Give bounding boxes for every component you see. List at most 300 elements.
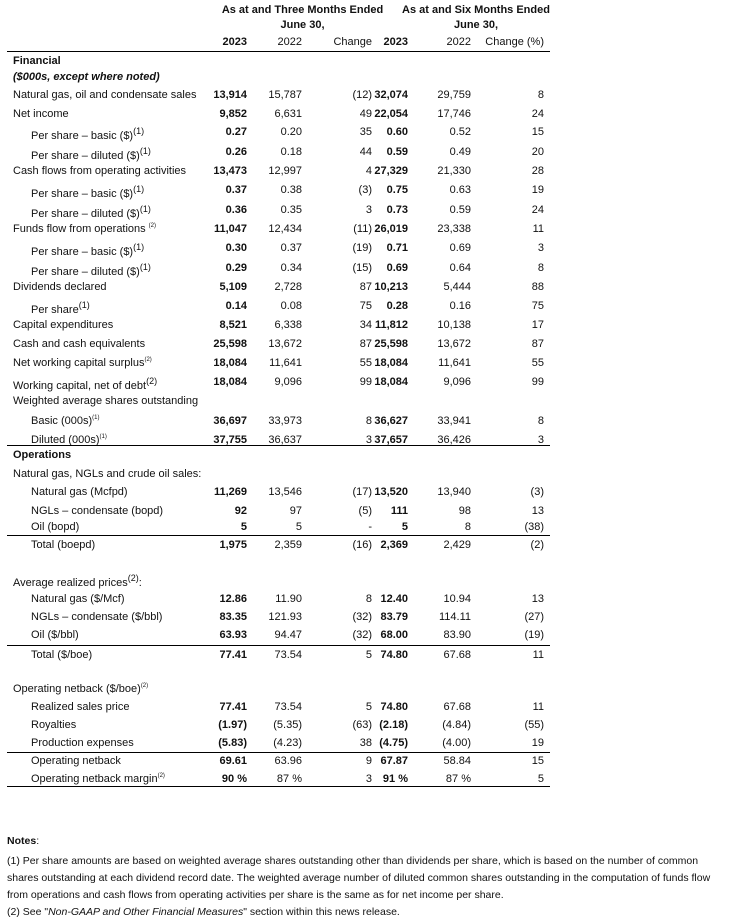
cell-s-2022: 23,338 [437,223,471,235]
cell-s-change: 87 [531,338,544,350]
cell-q-2022: 0.08 [280,300,302,312]
row-label-text: Oil ($/bbl) [31,629,79,641]
cell-s-2022: 21,330 [437,165,471,177]
row-label-text: Per share – basic ($) [31,130,134,142]
row-label [31,539,95,551]
cell-s-change: 24 [531,204,544,216]
cell-q-change: 34 [359,319,372,331]
cell-s-2022: 17,746 [437,108,471,120]
cell-q-2022: (5.35) [273,719,302,731]
cell-q-2023: 18,084 [213,357,247,369]
cell-q-change: (63) [352,719,372,731]
note-2-prefix: (2) See " [7,906,49,918]
notes [7,833,732,921]
cell-q-2022: 15,787 [268,89,302,101]
footnote-ref: (1) [133,184,145,194]
row-label [31,242,144,258]
row-label-text: Capital expenditures [13,319,114,331]
cell-s-2023: 37,657 [374,434,408,446]
cell-s-change: (27) [524,611,544,623]
cell-q-2022: 0.37 [280,242,302,254]
row-label [31,146,151,162]
row-label-text: Net income [13,108,69,120]
cell-s-2023: 18,084 [374,376,408,388]
cell-s-2022: 58.84 [443,755,471,767]
cell-q-2023: 13,473 [213,165,247,177]
row-label-text: Per share [31,304,79,316]
table-row [0,539,737,557]
cell-q-change: (12) [352,89,372,101]
cell-q-change: 5 [365,649,372,661]
table-row [0,357,737,375]
table-row [0,338,737,356]
cell-q-change: 3 [365,773,372,785]
row-label [31,184,144,200]
cell-s-change: 13 [531,505,544,517]
cell-q-2023: (1.97) [218,719,247,731]
cell-q-change: (19) [352,242,372,254]
row-label [13,395,198,407]
table-row [0,486,737,504]
header-three-months-title: As at and Three Months Ended [221,4,384,16]
cell-s-2022: 10.94 [443,593,471,605]
cell-q-2022: 13,672 [268,338,302,350]
cell-q-change: 8 [365,415,372,427]
row-label-text: Royalties [31,719,77,731]
cell-q-change: 5 [365,701,372,713]
cell-s-2022: 0.63 [449,184,471,196]
header-six-months-date: June 30, [453,19,499,31]
netback-title-text: Operating netback ($/boe) [13,683,141,695]
cell-s-2022: 83.90 [443,629,471,641]
cell-q-2023: 11,269 [213,486,247,498]
cell-s-change: 11 [532,223,544,235]
cell-s-2023: 91 % [382,773,408,785]
row-label [31,737,134,749]
row-label-text: Cash flows from operating activities [13,165,187,177]
cell-q-change: 8 [365,593,372,605]
table-row [0,281,737,299]
col-header-s-2022: 2022 [446,36,471,48]
cell-s-2023: 0.69 [386,262,408,274]
row-label [31,521,79,533]
cell-q-2022: 12,997 [268,165,302,177]
cell-q-2023: 63.93 [219,629,247,641]
cell-s-change: 19 [531,184,544,196]
cell-q-2023: 25,598 [213,338,247,350]
footnote-ref: (2) [144,357,152,363]
table-bottom-divider [7,786,550,787]
cell-s-change: 5 [537,773,544,785]
table-row [0,755,737,773]
cell-q-2023: 77.41 [219,701,247,713]
cell-q-2023: 13,914 [213,89,247,101]
section-title [13,573,142,589]
cell-s-2022: 10,138 [437,319,471,331]
cell-q-change: 3 [365,434,372,446]
cell-s-2023: 111 [390,505,408,517]
cell-q-change: (3) [358,184,372,196]
cell-s-change: 11 [532,701,544,713]
footnote-ref: (1) [99,434,107,440]
cell-q-2022: 36,637 [268,434,302,446]
cell-s-2022: 0.49 [449,146,471,158]
cell-q-2022: 0.18 [280,146,302,158]
cell-q-2023: 92 [234,505,247,517]
row-label-text: Natural gas, oil and condensate sales [13,89,197,101]
col-header-s-change: Change (%) [485,36,544,48]
cell-q-2023: 18,084 [213,376,247,388]
footnote-ref: (2) [127,573,139,583]
cell-s-change: (55) [524,719,544,731]
section-sales [0,468,737,486]
cell-q-2022: 11.90 [275,593,302,605]
cell-q-2023: 37,755 [213,434,247,446]
cell-s-change: (19) [524,629,544,641]
cell-s-2022: 0.52 [449,126,471,138]
footnote-ref: (2) [140,683,149,689]
cell-s-2023: 67.87 [380,755,408,767]
cell-q-2022: 63.96 [274,755,302,767]
cell-s-2023: 18,084 [374,357,408,369]
row-label [13,357,152,369]
row-label [31,593,125,605]
table-row [0,521,737,539]
cell-s-2023: 10,213 [374,281,408,293]
section-title: Financial [13,55,61,67]
header-six-months [385,3,567,33]
cell-q-2022: 97 [289,505,302,517]
footnote-ref: (2) [148,223,157,229]
cell-s-2023: 22,054 [374,108,408,120]
cell-s-2023: 13,520 [374,486,408,498]
row-label [31,755,121,767]
cell-s-2023: 2,369 [380,539,408,551]
cell-q-change: 44 [359,146,372,158]
cell-s-change: 88 [531,281,544,293]
table-row [0,300,737,318]
cell-q-2023: 36,697 [213,415,247,427]
row-label [31,262,151,278]
cell-s-2023: 0.73 [386,204,408,216]
cell-q-2023: 0.30 [225,242,247,254]
row-label-text: Per share – diluted ($) [31,208,140,220]
cell-s-change: (3) [530,486,544,498]
footnote-ref: (2) [157,773,165,779]
cell-q-2023: (5.83) [218,737,247,749]
cell-q-2023: 1,975 [219,539,247,551]
row-label [13,281,107,293]
cell-s-2023: 0.28 [386,300,408,312]
cell-s-change: 8 [537,262,544,274]
cell-s-2023: 0.75 [386,184,408,196]
prices-colon: : [138,577,142,589]
cell-q-2022: 33,973 [268,415,302,427]
table-row [0,262,737,280]
cell-q-change: (32) [352,611,372,623]
cell-q-2023: 0.27 [225,126,247,138]
col-header-s-2023: 2023 [383,36,408,48]
cell-q-2023: 0.26 [225,146,247,158]
prices-total-divider [7,645,550,646]
table-row [0,395,737,413]
row-label [13,319,113,331]
row-label-text: NGLs – condensate (bopd) [31,505,164,517]
row-label [31,629,79,641]
row-label-text: Diluted (000s) [31,434,100,446]
table-row [0,319,737,337]
prices-title-text: Average realized prices [13,577,128,589]
row-label [13,338,145,350]
cell-s-2022: 0.59 [449,204,471,216]
section-financial-subtitle [0,71,737,89]
cell-q-2022: 73.54 [274,649,302,661]
row-label-text: Total (boepd) [31,539,96,551]
cell-q-2022: 9,096 [274,376,302,388]
cell-s-change: 99 [531,376,544,388]
row-label-text: Dividends declared [13,281,107,293]
cell-q-change: 87 [359,338,372,350]
cell-q-2022: 0.34 [280,262,302,274]
row-label-text: Oil (bopd) [31,521,80,533]
cell-s-2023: 25,598 [374,338,408,350]
footnote-ref: (1) [139,146,151,156]
row-label [31,719,76,731]
row-label-text: Working capital, net of debt [13,380,147,392]
cell-q-2023: 77.41 [219,649,247,661]
cell-s-2023: 32,074 [374,89,408,101]
row-label-text: Natural gas (Mcfpd) [31,486,128,498]
section-operations [0,449,737,467]
row-label [13,223,156,235]
cell-q-2022: 0.35 [280,204,302,216]
cell-s-2022: 13,672 [437,338,471,350]
cell-q-2023: 83.35 [219,611,247,623]
row-label [13,376,157,392]
cell-s-change: 13 [531,593,544,605]
cell-s-change: (38) [524,521,544,533]
cell-s-change: 19 [531,737,544,749]
cell-s-2022: 0.64 [449,262,471,274]
cell-s-change: 17 [531,319,544,331]
row-label [31,505,163,517]
cell-q-2022: 87 % [276,773,302,785]
cell-q-2023: 0.14 [225,300,247,312]
note-2 [7,904,732,921]
notes-title [7,833,732,850]
table-row [0,89,737,107]
row-label-text: Total ($/boe) [31,649,93,661]
row-label [31,773,165,785]
cell-q-2023: 0.36 [225,204,247,216]
cell-q-change: (32) [352,629,372,641]
cell-s-change: 8 [537,415,544,427]
cell-s-2023: 26,019 [374,223,408,235]
cell-s-2022: 8 [464,521,471,533]
cell-s-2022: 5,444 [443,281,471,293]
notes-title-text: Notes [7,835,37,847]
cell-q-2022: 6,338 [274,319,302,331]
cell-s-change: 24 [531,108,544,120]
row-label [31,204,151,220]
cell-q-2023: 11,047 [213,223,247,235]
header-six-months-title: As at and Six Months Ended [402,4,550,16]
cell-s-change: 20 [531,146,544,158]
cell-s-2022: 36,426 [437,434,471,446]
table-row [0,415,737,433]
cell-s-change: 15 [531,755,544,767]
cell-q-change: 55 [359,357,372,369]
cell-q-2023: 5,109 [219,281,247,293]
cell-s-change: 11 [532,649,544,661]
row-label-text: Funds flow from operations [13,223,146,235]
cell-q-2023: 0.37 [225,184,247,196]
cell-s-2022: 67.68 [443,649,471,661]
cell-q-2022: 2,728 [274,281,302,293]
section-title: Operations [13,449,72,461]
cell-s-2022: 13,940 [437,486,471,498]
cell-s-2022: 67.68 [443,701,471,713]
cell-s-change: 8 [537,89,544,101]
table-row [0,184,737,202]
cell-s-2022: (4.84) [442,719,471,731]
table-row [0,108,737,126]
table-row [0,719,737,737]
note-1: (1) Per share amounts are based on weighted average shares outstanding other than dividends per share, which is based on the number of common shares outstanding at each dividend record date. The weighted average number of diluted common shares outstanding in the computation of funds flow from operations and cash flows from operating activities per share is the same as for net income per share. [7,855,711,901]
cell-s-2022: 29,759 [437,89,471,101]
row-label-text: Basic (000s) [31,415,93,427]
table-row [0,204,737,222]
cell-s-2023: (4.75) [379,737,408,749]
header-divider [7,51,550,52]
financial-bottom-divider [7,445,550,446]
row-label-text: Per share – basic ($) [31,246,134,258]
row-label [31,486,128,498]
cell-q-2023: 9,852 [219,108,247,120]
section-subtitle: ($000s, except where noted) [13,71,160,83]
table-row [0,165,737,183]
cell-q-2023: 0.29 [225,262,247,274]
cell-s-2022: 114.11 [438,611,471,623]
cell-q-change: - [368,521,372,533]
cell-q-change: 49 [359,108,372,120]
table-row [0,611,737,629]
netback-total-divider [7,752,550,753]
row-label-text: NGLs – condensate ($/bbl) [31,611,163,623]
footnote-ref: (1) [133,126,145,136]
cell-s-change: 28 [531,165,544,177]
footnote-ref: (1) [139,204,151,214]
row-label-text: Realized sales price [31,701,130,713]
cell-q-2022: 2,359 [274,539,302,551]
cell-s-2023: 12.40 [380,593,408,605]
cell-s-2022: 33,941 [437,415,471,427]
section-title: Natural gas, NGLs and crude oil sales: [13,468,202,480]
header-three-months-date: June 30, [280,19,325,31]
cell-q-change: (5) [358,505,372,517]
cell-q-2022: 121.93 [268,611,302,623]
row-label-text: Per share – diluted ($) [31,150,140,162]
cell-s-change: (2) [530,539,544,551]
cell-s-change: 55 [531,357,544,369]
cell-q-change: 9 [365,755,372,767]
row-label-text: Production expenses [31,737,134,749]
cell-q-2022: 6,631 [274,108,302,120]
cell-q-change: (11) [353,223,372,235]
cell-q-2022: 13,546 [268,486,302,498]
note-2-suffix: " section within this news release. [243,906,400,918]
cell-s-2023: 74.80 [380,649,408,661]
cell-q-2022: (4.23) [273,737,302,749]
row-label-text: Operating netback [31,755,121,767]
row-label [13,89,196,101]
cell-s-2022: (4.00) [442,737,471,749]
header-three-months [200,3,405,33]
cell-s-2023: 0.71 [386,242,408,254]
cell-s-2023: (2.18) [379,719,408,731]
row-label-text: Natural gas ($/Mcf) [31,593,125,605]
cell-q-change: 35 [359,126,372,138]
table-row [0,242,737,260]
table-row [0,376,737,394]
cell-q-2022: 0.20 [280,126,302,138]
cell-q-change: 87 [359,281,372,293]
footnote-ref: (2) [146,376,158,386]
cell-s-change: 75 [531,300,544,312]
row-label [31,649,92,661]
cell-q-change: 38 [359,737,372,749]
row-label [13,108,69,120]
section-title [13,683,148,695]
table-row [0,126,737,144]
cell-q-2023: 5 [240,521,247,533]
table-row [0,593,737,611]
cell-s-2023: 0.60 [386,126,408,138]
cell-s-2023: 0.59 [386,146,408,158]
cell-s-2023: 36,627 [374,415,408,427]
cell-q-change: (15) [352,262,372,274]
cell-q-change: 75 [359,300,372,312]
cell-s-change: 3 [537,242,544,254]
footnote-ref: (1) [92,415,100,421]
cell-q-2022: 94.47 [274,629,302,641]
cell-q-change: 4 [365,165,372,177]
cell-s-2022: 9,096 [443,376,471,388]
cell-q-2022: 5 [295,521,302,533]
footnote-ref: (1) [78,300,90,310]
cell-q-2023: 90 % [221,773,247,785]
row-label-text: Operating netback margin [31,773,158,785]
table-row [0,146,737,164]
cell-s-2023: 27,329 [374,165,408,177]
row-label-text: Weighted average shares outstanding [13,395,199,407]
cell-s-change: 15 [531,126,544,138]
section-netback [0,683,737,701]
row-label [13,165,186,177]
row-label-text: Per share – diluted ($) [31,266,140,278]
cell-q-2022: 0.38 [280,184,302,196]
col-header-q-2022: 2022 [277,36,302,48]
cell-q-change: 3 [365,204,372,216]
row-label [31,415,99,427]
table-row [0,649,737,667]
col-header-q-change: Change [333,36,372,48]
cell-s-2023: 83.79 [380,611,408,623]
row-label [31,126,144,142]
footnote-ref: (1) [139,262,151,272]
cell-s-2023: 11,812 [374,319,408,331]
row-label [31,701,129,713]
